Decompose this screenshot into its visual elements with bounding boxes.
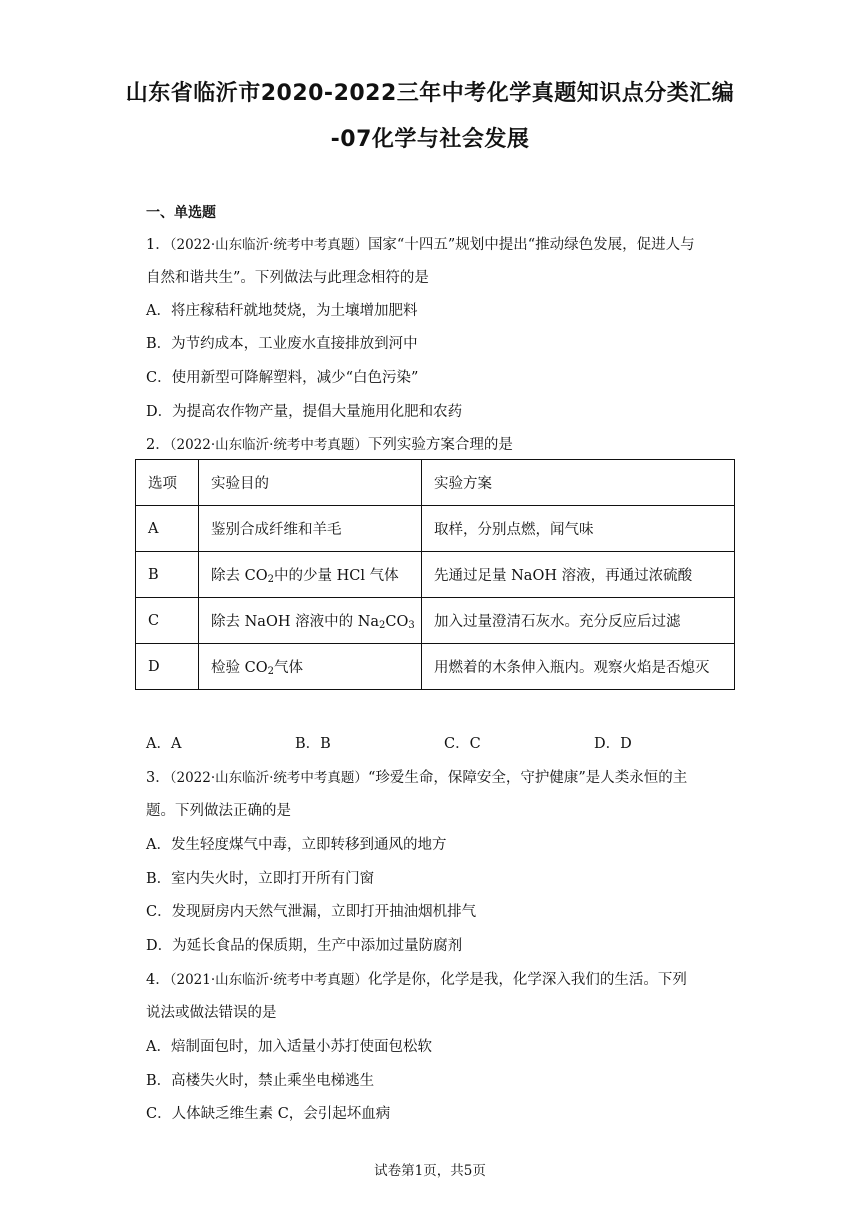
table-header-goal: 实验目的 (199, 460, 422, 506)
q2-experiment-table (135, 459, 735, 690)
q3-number: 3． (146, 770, 170, 786)
document-title-line-1: 山东省临沂市2020-2022三年中考化学真题知识点分类汇编 (125, 81, 735, 106)
q1-option-a: A．将庄稼秸秆就地焚烧，为土壤增加肥料 (146, 303, 418, 319)
q2-source: （2022·山东临沂·统考中考真题） (169, 437, 368, 453)
table-cell-plan: 用燃着的木条伸入瓶内。观察火焰是否熄灭 (422, 644, 735, 690)
q2-stem-text: 下列实验方案合理的是 (367, 437, 513, 453)
table-cell-option: D (136, 644, 199, 690)
q2-answer-b: B．B (295, 736, 331, 752)
q3-source: （2022·山东临沂·统考中考真题） (169, 770, 368, 786)
q2-stem (146, 433, 513, 454)
table-row (136, 598, 735, 644)
q2-answer-c: C．C (444, 736, 481, 752)
table-cell-goal: 检验 $CO_2$气体 (199, 644, 422, 690)
table-row (136, 644, 735, 690)
q3-option-c: C．发现厨房内天然气泄漏，立即打开抽油烟机排气 (146, 904, 477, 920)
q4-source: （2021·山东临沂·统考中考真题） (169, 972, 368, 988)
table-cell-option: B (136, 552, 199, 598)
table-cell-plan: 先通过足量 NaOH 溶液，再通过浓硫酸 (422, 552, 735, 598)
table-header-row (136, 460, 735, 506)
q1-stem-line-2: 自然和谐共生”。下列做法与此理念相符的是 (146, 270, 429, 286)
q3-stem-line-1 (146, 766, 687, 787)
table-cell-option: A (136, 506, 199, 552)
table-header-option: 选项 (136, 460, 199, 506)
q4-stem-line-1 (146, 968, 687, 989)
q4-option-c: C．人体缺乏维生素 C，会引起坏血病 (146, 1106, 391, 1122)
document-title-line-2: -07化学与社会发展 (330, 127, 530, 152)
table-cell-option: C (136, 598, 199, 644)
q3-option-d: D．为延长食品的保质期，生产中添加过量防腐剂 (146, 938, 463, 954)
q4-option-a: A．焙制面包时，加入适量小苏打使面包松软 (146, 1039, 432, 1055)
q1-option-d: D．为提高农作物产量，提倡大量施用化肥和农药 (146, 404, 463, 420)
table-cell-plan: 取样，分别点燃，闻气味 (422, 506, 735, 552)
q3-stem-text: “珍爱生命，保障安全，守护健康”是人类永恒的主 (367, 770, 688, 786)
q1-source: （2022·山东临沂·统考中考真题） (169, 237, 368, 253)
q4-number: 4． (146, 972, 170, 988)
q3-option-b: B．室内失火时，立即打开所有门窗 (146, 871, 375, 887)
q1-option-b: B．为节约成本，工业废水直接排放到河中 (146, 336, 418, 352)
page-footer: 试卷第1页，共5页 (374, 1163, 486, 1179)
q1-number: 1． (146, 237, 170, 253)
table-cell-plan: 加入过量澄清石灰水。充分反应后过滤 (422, 598, 735, 644)
section-heading: 一、单选题 (146, 205, 216, 221)
q4-stem-text: 化学是你，化学是我，化学深入我们的生活。下列 (367, 972, 687, 988)
q3-option-a: A．发生轻度煤气中毒，立即转移到通风的地方 (146, 837, 447, 853)
q1-option-c: C．使用新型可降解塑料，减少“白色污染” (146, 370, 419, 386)
q1-stem-line-1 (146, 233, 695, 254)
table-row (136, 552, 735, 598)
q2-number: 2． (146, 437, 170, 453)
q2-answer-a: A．A (146, 736, 182, 752)
q2-answer-d: D．D (594, 736, 632, 752)
table-header-plan: 实验方案 (422, 460, 735, 506)
q4-stem-line-2: 说法或做法错误的是 (146, 1005, 277, 1021)
table-row (136, 506, 735, 552)
table-cell-goal: 除去 NaOH 溶液中的 $Na_2CO_3$ (199, 598, 422, 644)
table-cell-goal: 除去 $CO_2$中的少量 HCl 气体 (199, 552, 422, 598)
q3-stem-line-2: 题。下列做法正确的是 (146, 803, 291, 819)
table-cell-goal: 鉴别合成纤维和羊毛 (199, 506, 422, 552)
q1-stem-text: 国家“十四五”规划中提出“推动绿色发展，促进人与 (367, 237, 695, 253)
q4-option-b: B．高楼失火时，禁止乘坐电梯逃生 (146, 1073, 375, 1089)
